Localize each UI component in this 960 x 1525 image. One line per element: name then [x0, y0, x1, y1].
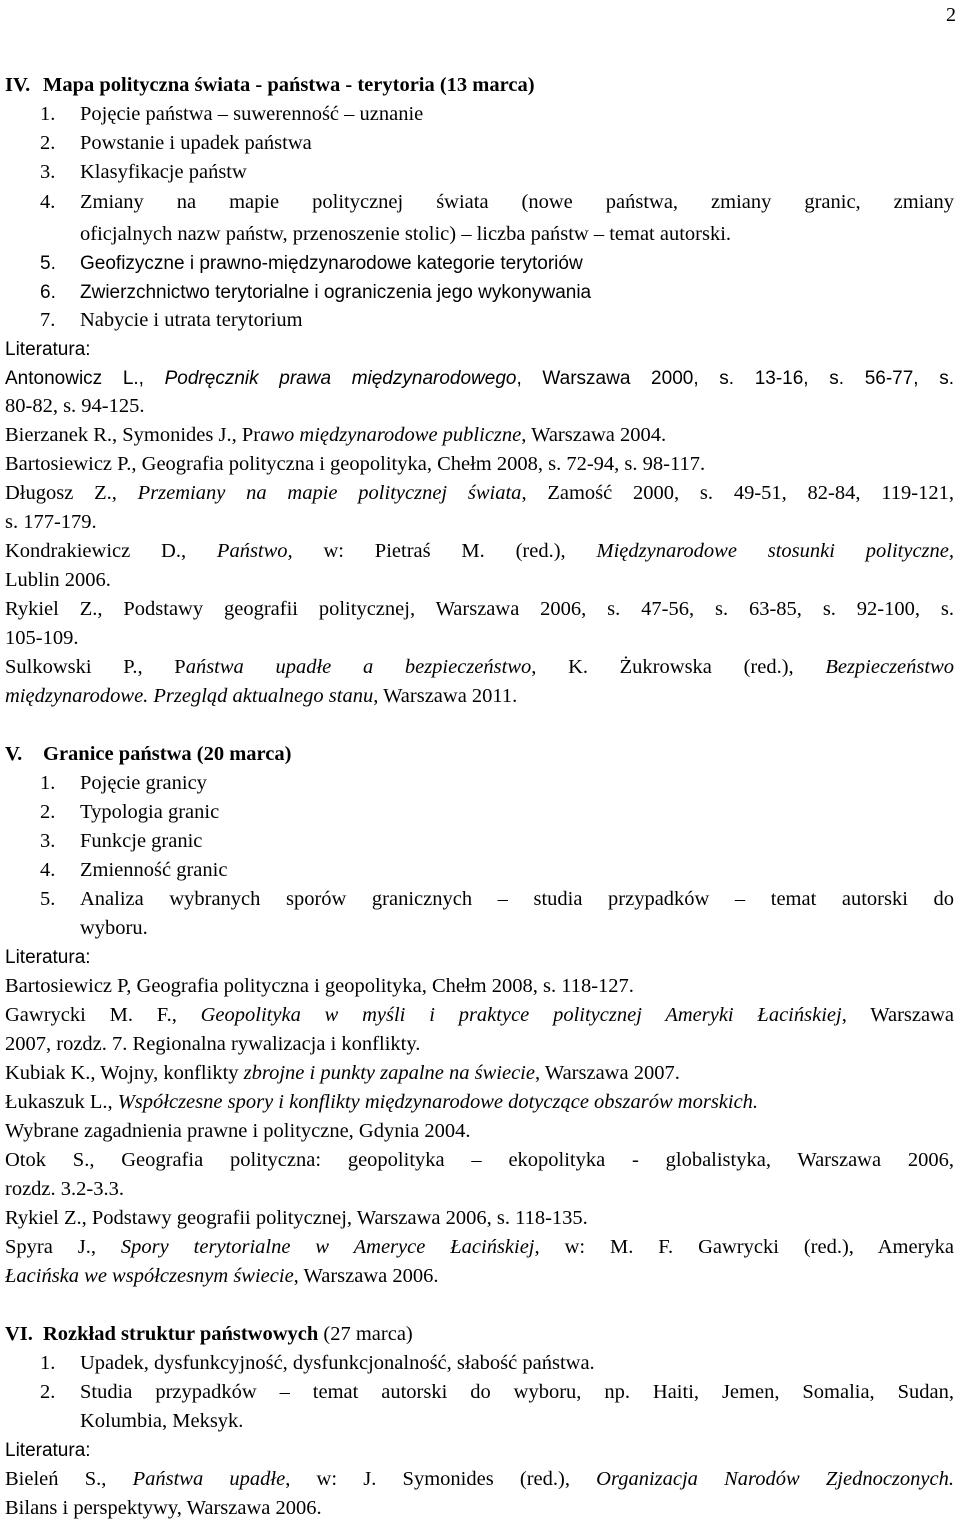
reference-line: międzynarodowe. Przegląd aktualnego stanu, Warszawa 2011. — [5, 685, 518, 707]
reference-line: Spyra J., Spory terytorialne w Ameryce Łacińskiej, w: M. F. Gawrycki (red.), Ameryka — [5, 1236, 954, 1258]
section-number: VI. — [5, 1323, 33, 1345]
reference-line: Bartosiewicz P, Geografia polityczna i geopolityka, Chełm 2008, s. 118-127. — [5, 975, 634, 997]
section-heading — [5, 71, 954, 100]
reference-line: Łukaszuk L., Współczesne spory i konflikty międzynarodowe dotyczące obszarów morskich. — [5, 1091, 759, 1113]
reference-line: Gawrycki M. F., Geopolityka w myśli i praktyce politycznej Ameryki Łacińskiej, Warszawa — [5, 1004, 954, 1026]
section-title: Rozkład struktur państwowych — [43, 1323, 319, 1345]
list-item-continuation: wyboru. — [80, 917, 148, 939]
list-item-continuation: oficjalnych nazw państw, przenoszenie stolic) – liczba państw – temat autorski. — [80, 223, 732, 245]
literature-label: Literatura: — [5, 947, 91, 968]
reference-line: Bierzanek R., Symonides J., Prawo międzynarodowe publiczne, Warszawa 2004. — [5, 424, 667, 446]
section-date: (27 marca) — [318, 1323, 413, 1345]
reference-line: Otok S., Geografia polityczna: geopolityka – ekopolityka - globalistyka, Warszawa 2006, — [5, 1149, 954, 1171]
list-item-continuation: Kolumbia, Meksyk. — [80, 1410, 244, 1432]
literature-label: Literatura: — [5, 1440, 91, 1461]
list-item: 4. Zmienność granic — [40, 859, 228, 881]
reference-line: s. 177-179. — [5, 511, 97, 533]
reference-line: Lublin 2006. — [5, 569, 111, 591]
reference-line: 105-109. — [5, 627, 79, 649]
reference-line: 2007, rozdz. 7. Regionalna rywalizacja i konflikty. — [5, 1033, 421, 1055]
page-number: 2 — [946, 4, 956, 26]
list-item: 5. Analiza wybranych sporów granicznych – studia przypadków – temat autorski do — [40, 888, 954, 910]
list-item: 1. Upadek, dysfunkcyjność, dysfunkcjonalność, słabość państwa. — [40, 1352, 595, 1374]
list-item: 7. Nabycie i utrata terytorium — [40, 309, 303, 331]
list-item: 2. Typologia granic — [40, 801, 220, 823]
reference-line: Długosz Z., Przemiany na mapie politycznej świata, Zamość 2000, s. 49-51, 82-84, 119-121, — [5, 482, 954, 504]
list-item: 3. Funkcje granic — [40, 830, 203, 852]
list-item: 5. Geofizyczne i prawno-międzynarodowe kategorie terytoriów — [40, 253, 583, 274]
list-item: 6. Zwierzchnictwo terytorialne i ograniczenia jego wykonywania — [40, 282, 592, 303]
literature-label: Literatura: — [5, 339, 91, 360]
section-heading — [5, 740, 954, 769]
section-number: V. — [5, 743, 23, 765]
reference-line: Kondrakiewicz D., Państwo, w: Pietraś M. (red.), Międzynarodowe stosunki polityczne, — [5, 540, 954, 562]
reference-line: Sulkowski P., Państwa upadłe a bezpieczeństwo, K. Żukrowska (red.), Bezpieczeństwo — [5, 656, 954, 678]
reference-line: rozdz. 3.2-3.3. — [5, 1178, 124, 1200]
reference-line: Bilans i perspektywy, Warszawa 2006. — [5, 1497, 322, 1519]
section-title: Granice państwa (20 marca) — [43, 743, 292, 765]
list-item: 4. Zmiany na mapie politycznej świata (nowe państwa, zmiany granic, zmiany — [40, 191, 954, 213]
reference-line: Bartosiewicz P., Geografia polityczna i geopolityka, Chełm 2008, s. 72-94, s. 98-117. — [5, 453, 706, 475]
list-item: 2. Studia przypadków – temat autorski do wyboru, np. Haiti, Jemen, Somalia, Sudan, — [40, 1381, 954, 1403]
section-title: Mapa polityczna świata - państwa - terytoria (13 marca) — [43, 74, 535, 96]
list-item: 2. Powstanie i upadek państwa — [40, 132, 312, 154]
reference-line: Wybrane zagadnienia prawne i polityczne, Gdynia 2004. — [5, 1120, 471, 1142]
reference-line: 80-82, s. 94-125. — [5, 395, 145, 417]
list-item: 3. Klasyfikacje państw — [40, 161, 247, 183]
reference-line: Rykiel Z., Podstawy geografii politycznej, Warszawa 2006, s. 118-135. — [5, 1207, 588, 1229]
reference-line: Rykiel Z., Podstawy geografii politycznej, Warszawa 2006, s. 47-56, s. 63-85, s. 92-100, s. — [5, 598, 954, 620]
reference-line: Bieleń S., Państwa upadłe, w: J. Symonides (red.), Organizacja Narodów Zjednoczonych. — [5, 1468, 954, 1490]
section-heading — [5, 1320, 954, 1349]
section-number: IV. — [5, 74, 31, 96]
list-item: 1. Pojęcie granicy — [40, 772, 207, 794]
reference-line: Łacińska we współczesnym świecie, Warszawa 2006. — [5, 1265, 439, 1287]
reference-line: Kubiak K., Wojny, konflikty zbrojne i punkty zapalne na świecie, Warszawa 2007. — [5, 1062, 680, 1084]
list-item: 1. Pojęcie państwa – suwerenność – uznanie — [40, 103, 424, 125]
reference-line: Antonowicz L., Podręcznik prawa międzynarodowego, Warszawa 2000, s. 13-16, s. 56-77, s. — [5, 368, 954, 389]
